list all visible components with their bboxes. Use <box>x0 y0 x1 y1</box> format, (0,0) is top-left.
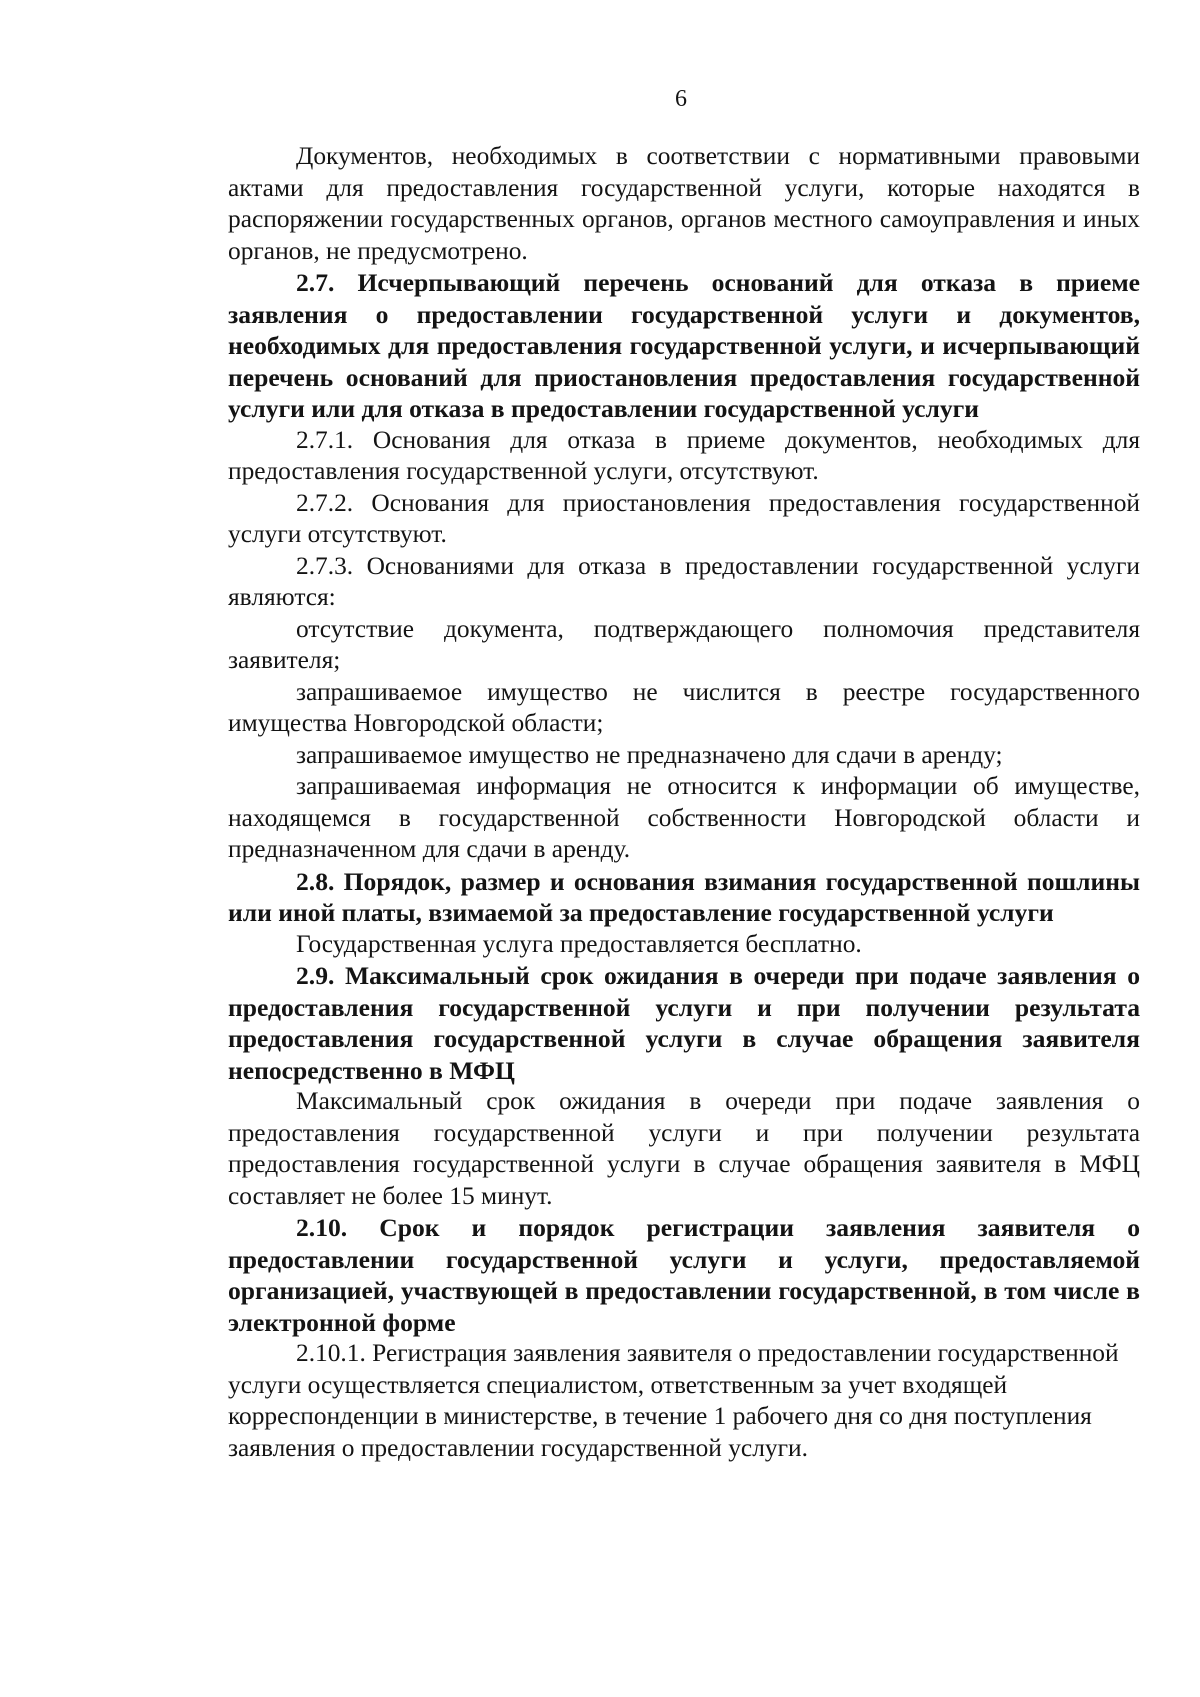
document-body <box>228 141 1140 1464</box>
list-item-not-for-rent: запрашиваемое имущество не предназначено для сдачи в аренду; <box>296 740 1003 769</box>
list-item-not-in-registry: запрашиваемое имущество не числится в реестре государственного имущества Новгородской области; <box>228 677 1140 737</box>
heading-2-8: 2.8. Порядок, размер и основания взимания государственной пошлины или иной платы, взимаемой за предоставление государственной услуги <box>228 866 1140 927</box>
list-item-info-not-related: запрашиваемая информация не относится к информации об имуществе, находящемся в государственной собственности Новгородской области и предназначенном для сдачи в аренду. <box>228 772 1140 863</box>
paragraph-max-wait-time: Максимальный срок ожидания в очереди при подаче заявления о предоставления государственной услуги и при получении результата предоставления государственной услуги в случае обращения заявителя в МФЦ составляет не более 15 минут. <box>228 1087 1140 1210</box>
heading-2-7: 2.7. Исчерпывающий перечень оснований для отказа в приеме заявления о предоставлении государственной услуги и документов, необходимых для предоставления государственной услуги, и исчерпывающий перечень оснований для приостановления предоставления государственной услуги или для отказа в предоставлении государственной услуги <box>228 268 1140 423</box>
paragraph-2-10-1: 2.10.1. Регистрация заявления заявителя о предоставлении государственной услуги осуществляется специалистом, ответственным за учет входящей корреспонденции в министерстве, в течение 1 рабочего дня со дня поступления заявления о предоставлении государственной услуги. <box>228 1339 1119 1462</box>
paragraph-2-7-1: 2.7.1. Основания для отказа в приеме документов, необходимых для предоставления государственной услуги, отсутствуют. <box>228 425 1140 485</box>
paragraph-2-7-3: 2.7.3. Основаниями для отказа в предоставлении государственной услуги являются: <box>228 551 1140 611</box>
paragraph-2-7-2: 2.7.2. Основания для приостановления предоставления государственной услуги отсутствуют. <box>228 488 1140 548</box>
paragraph-documents-not-required: Документов, необходимых в соответствии с нормативными правовыми актами для предоставления государственной услуги, которые находятся в распоряжении государственных органов, органов местного самоуправления и иных органов, не предусмотрено. <box>228 142 1140 265</box>
paragraph-free-of-charge: Государственная услуга предоставляется бесплатно. <box>296 929 862 958</box>
list-item-no-authority-document: отсутствие документа, подтверждающего полномочия представителя заявителя; <box>228 614 1140 674</box>
heading-2-10: 2.10. Срок и порядок регистрации заявления заявителя о предоставлении государственной услуги и услуги, предоставляемой организацией, участвующей в предоставлении государственной, в том числе в электронной форме <box>228 1213 1140 1337</box>
heading-2-9: 2.9. Максимальный срок ожидания в очереди при подаче заявления о предоставления государственной услуги и при получении результата предоставления государственной услуги в случае обращения заявителя непосредственно в МФЦ <box>228 961 1140 1085</box>
page-number: 6 <box>675 86 687 112</box>
